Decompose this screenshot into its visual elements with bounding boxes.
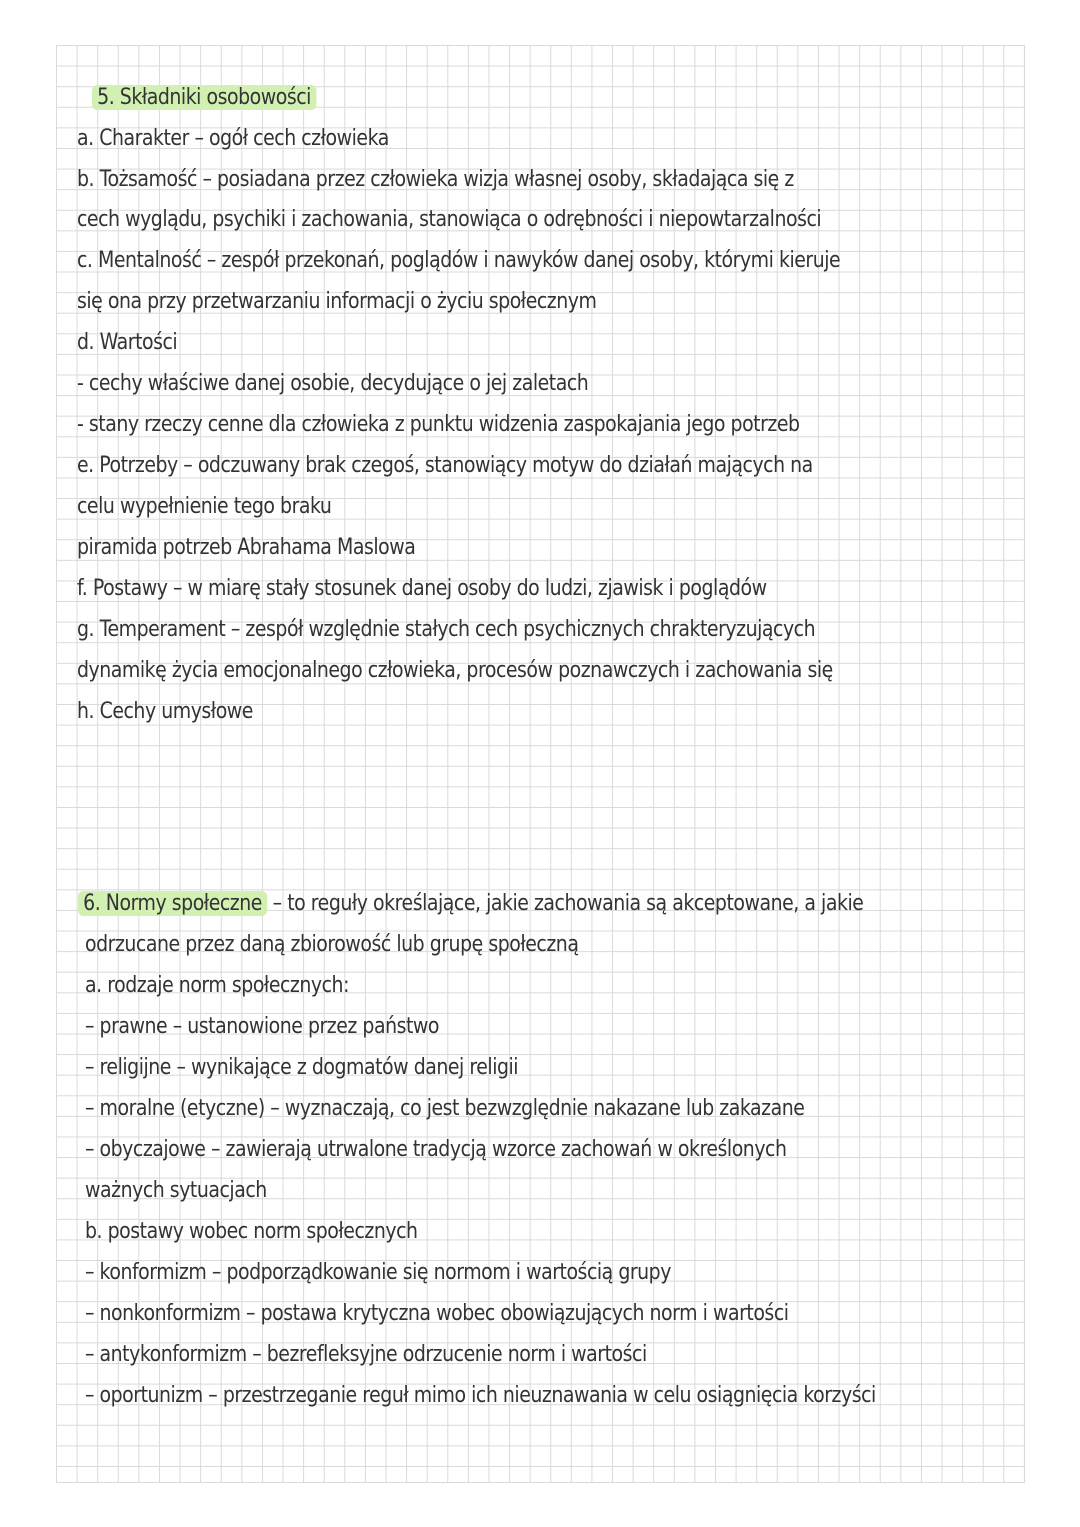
section-6-line-5: – moralne (etyczne) – wyznaczają, co jest bezwzględnie nakazane lub zakazane (85, 1096, 805, 1121)
section-6-line-12: – oportunizm – przestrzeganie reguł mimo ich nieuznawania w celu osiągnięcia korzyści (85, 1383, 876, 1408)
section-5-line-9: e. Potrzeby – odczuwany brak czegoś, stanowiący motyw do działań mających na (77, 453, 813, 478)
section-5-line-8: - stany rzeczy cenne dla człowieka z punktu widzenia zaspokajania jego potrzeb (77, 412, 800, 437)
section-6-line-10: – nonkonformizm – postawa krytyczna wobec obowiązujących norm i wartości (85, 1301, 789, 1326)
section-6-heading-highlight: 6. Normy społeczne (78, 891, 267, 916)
section-6-line-11: – antykonformizm – bezrefleksyjne odrzucenie norm i wartości (85, 1342, 647, 1367)
section-6-line-9: – konformizm – podporządkowanie się normom i wartością grupy (85, 1260, 671, 1285)
section-5-line-15: h. Cechy umysłowe (77, 699, 253, 724)
section-6-line-3: – prawne – ustanowione przez państwo (85, 1014, 440, 1039)
section-6-line-6: – obyczajowe – zawierają utrwalone tradycją wzorce zachowań w określonych (85, 1137, 787, 1162)
section-5-heading-highlight: 5. Składniki osobowości (92, 85, 316, 110)
section-5-line-13: g. Temperament – zespół względnie stałych cech psychicznych chrakteryzujących (77, 617, 816, 642)
section-5-line-5: się ona przy przetwarzaniu informacji o życiu społecznym (77, 289, 597, 314)
section-5-line-12: f. Postawy – w miarę stały stosunek danej osoby do ludzi, zjawisk i poglądów (77, 576, 767, 601)
section-5-line-11: piramida potrzeb Abrahama Maslowa (77, 535, 416, 560)
section-5-line-7: - cechy właściwe danej osobie, decydujące o jej zaletach (77, 371, 589, 396)
section-5-line-6: d. Wartości (77, 330, 178, 355)
section-6-heading-line (78, 889, 863, 919)
section-5-line-3: cech wyglądu, psychiki i zachowania, stanowiąca o odrębności i niepowtarzalności (77, 207, 822, 232)
section-5-line-4: c. Mentalność – zespół przekonań, poglądów i nawyków danej osoby, którymi kieruje (77, 248, 841, 273)
section-6-line-1: odrzucane przez daną zbiorowość lub grupę społeczną (85, 932, 579, 957)
section-6-line-4: – religijne – wynikające z dogmatów danej religii (85, 1055, 519, 1080)
section-6-line-8: b. postawy wobec norm społecznych (85, 1219, 418, 1244)
section-5-line-2: b. Tożsamość – posiadana przez człowieka wizja własnej osoby, składająca się z (77, 167, 794, 192)
section-6-line-2: a. rodzaje norm społecznych: (85, 973, 349, 998)
section-5-line-14: dynamikę życia emocjonalnego człowieka, procesów poznawczych i zachowania się (77, 658, 833, 683)
section-5-line-1: a. Charakter – ogół cech człowieka (77, 126, 389, 151)
section-6-heading-rest: – to reguły określające, jakie zachowania są akceptowane, a jakie (267, 891, 864, 916)
section-6-line-7: ważnych sytuacjach (85, 1178, 267, 1203)
section-5-heading (92, 83, 316, 113)
section-5-line-10: celu wypełnienie tego braku (77, 494, 332, 519)
